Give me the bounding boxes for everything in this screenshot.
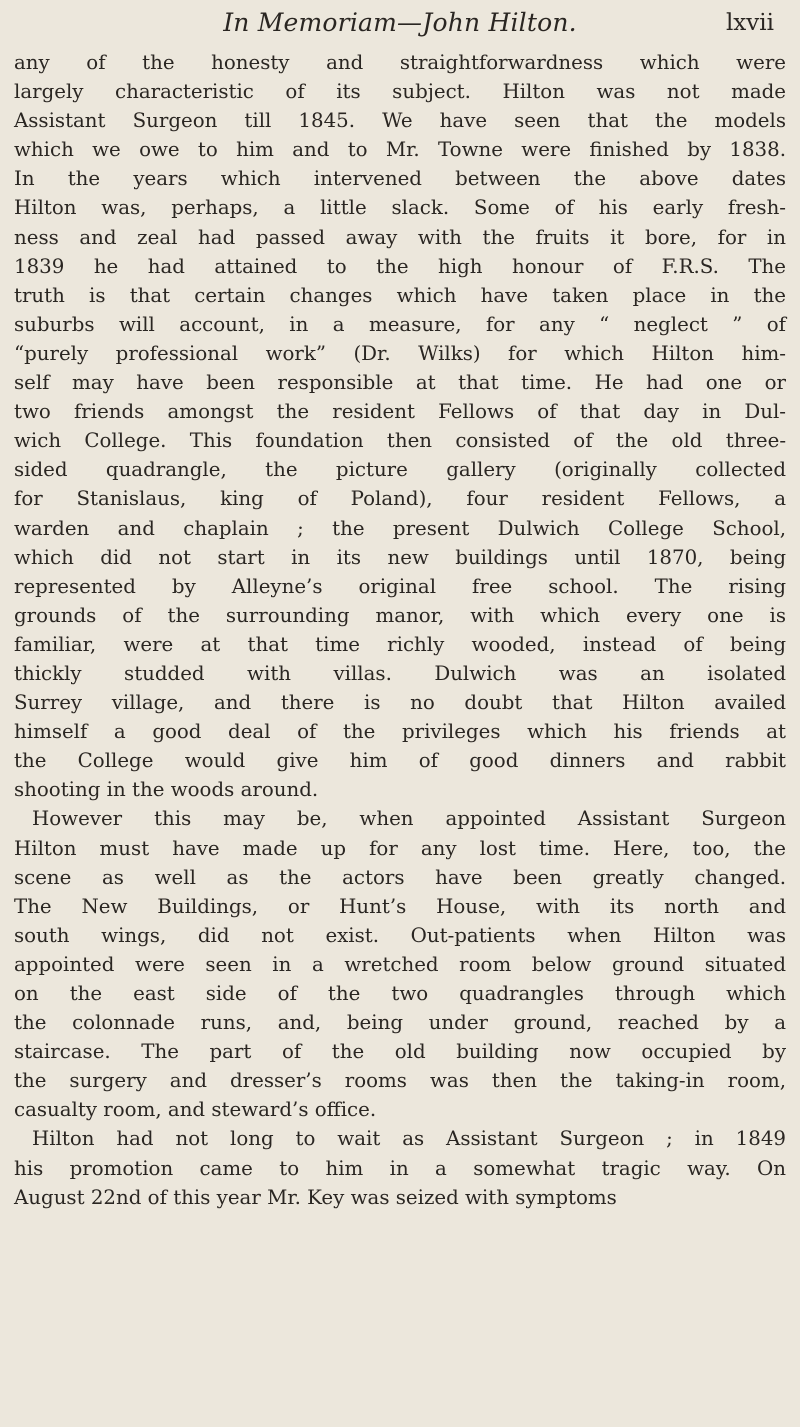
text-line: Hilton must have made up for any lost time. Here, too, the	[14, 836, 786, 860]
text-line: which did not start in its new buildings until 1870, being	[14, 545, 786, 569]
text-line: Hilton was, perhaps, a little slack. Some of his early fresh-	[14, 196, 786, 220]
text-line: scene as well as the actors have been greatly changed.	[14, 865, 786, 889]
body-text	[14, 48, 786, 1212]
text-line: largely characteristic of its subject. Hilton was not made	[14, 80, 786, 104]
text-line: south wings, did not exist. Out-patients when Hilton was	[14, 923, 786, 947]
text-line: any of the honesty and straightforwardness which were	[14, 51, 786, 74]
page-header	[14, 8, 786, 44]
text-line: Surrey village, and there is no doubt that Hilton availed	[14, 691, 786, 715]
text-line: The New Buildings, or Hunt’s House, with its north and	[14, 894, 786, 918]
text-line: appointed were seen in a wretched room below ground situated	[14, 952, 786, 976]
text-line: ness and zeal had passed away with the fruits it bore, for in	[14, 225, 786, 249]
text-line: truth is that certain changes which have taken place in the	[14, 283, 786, 307]
text-line: suburbs will account, in a measure, for any “ neglect ” of	[14, 312, 786, 336]
text-line: However this may be, when appointed Assistant Surgeon	[32, 807, 786, 831]
text-line: on the east side of the two quadrangles through which	[14, 982, 786, 1005]
text-line: Assistant Surgeon till 1845. We have seen that the models	[14, 109, 786, 133]
text-line: casualty room, and steward’s office.	[14, 1098, 377, 1122]
text-line: familiar, were at that time richly wooded, instead of being	[14, 632, 786, 656]
paragraph	[14, 804, 786, 1124]
text-line: the surgery and dresser’s rooms was then the taking-in room,	[14, 1069, 786, 1093]
text-line: In the years which intervened between the above dates	[14, 167, 786, 191]
text-line: Hilton had not long to wait as Assistant Surgeon ; in 1849	[32, 1127, 786, 1151]
text-line: thickly studded with villas. Dulwich was an isolated	[14, 661, 786, 685]
text-line: staircase. The part of the old building now occupied by	[14, 1040, 786, 1064]
text-line: “purely professional work” (Dr. Wilks) for which Hilton him-	[14, 341, 786, 365]
text-line: which we owe to him and to Mr. Towne were finished by 1838.	[14, 138, 786, 162]
text-line: the College would give him of good dinners and rabbit	[14, 749, 786, 773]
text-line: his promotion came to him in a somewhat tragic way. On	[14, 1156, 786, 1180]
text-line: shooting in the woods around.	[14, 778, 319, 802]
text-line: represented by Alleyne’s original free school. The rising	[14, 574, 786, 598]
text-line: warden and chaplain ; the present Dulwich College School,	[14, 516, 786, 540]
text-line: himself a good deal of the privileges which his friends at	[14, 720, 786, 744]
text-line: for Stanislaus, king of Poland), four resident Fellows, a	[14, 487, 786, 511]
text-line: August 22nd of this year Mr. Key was seized with symptoms	[14, 1185, 617, 1209]
text-line: sided quadrangle, the picture gallery (originally collected	[14, 458, 786, 482]
text-line: self may have been responsible at that time. He had one or	[14, 371, 786, 395]
text-line: two friends amongst the resident Fellows of that day in Dul-	[14, 400, 786, 424]
text-line: the colonnade runs, and, being under ground, reached by a	[14, 1011, 786, 1035]
text-line: grounds of the surrounding manor, with which every one is	[14, 603, 786, 627]
running-title: In Memoriam—John Hilton.	[223, 8, 577, 37]
page-number: lxvii	[725, 10, 774, 36]
paragraph	[14, 1124, 786, 1211]
paragraph	[14, 48, 786, 804]
text-line: wich College. This foundation then consisted of the old three-	[14, 429, 786, 453]
text-line: 1839 he had attained to the high honour of F.R.S. The	[14, 254, 786, 278]
